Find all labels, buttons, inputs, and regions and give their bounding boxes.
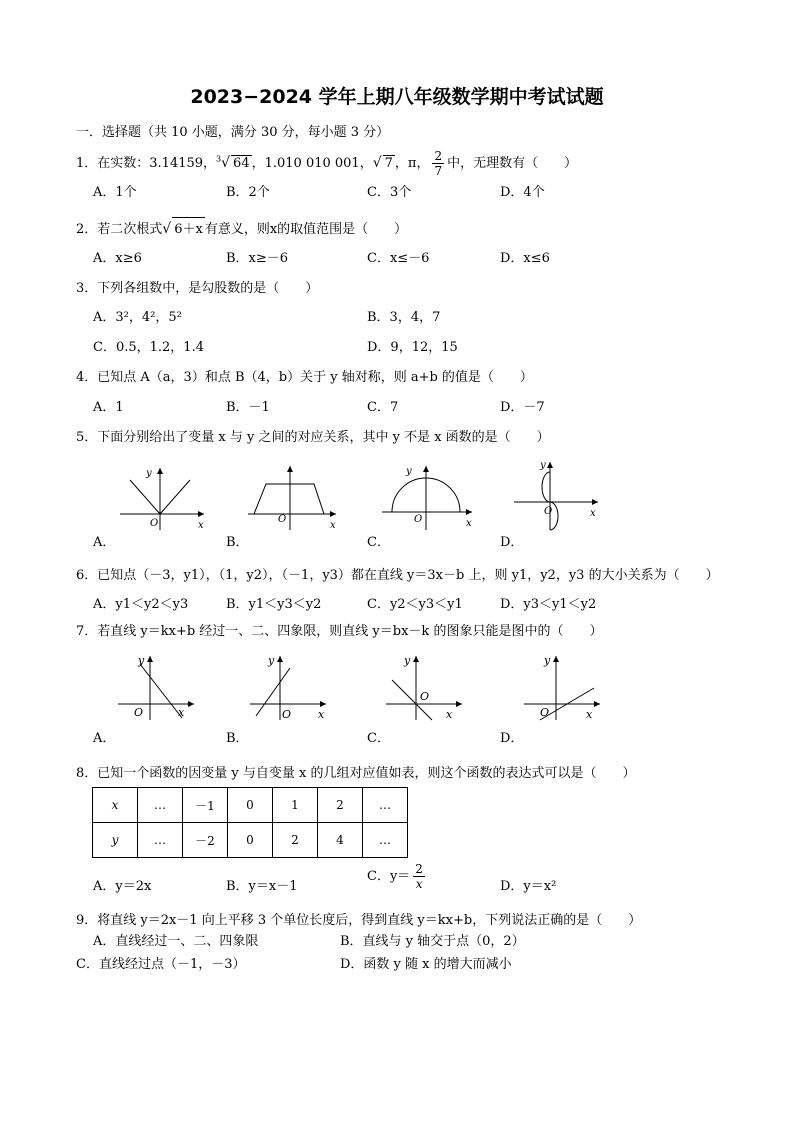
origin-label: O <box>134 706 144 719</box>
axis-y-label: y <box>544 654 551 667</box>
table-cell: 1 <box>273 788 318 823</box>
origin-label: O <box>414 514 423 525</box>
q6-option-c[interactable]: C．y2＜y3＜y1 <box>367 597 463 612</box>
q7-graph-b <box>244 650 334 722</box>
question-9: 9．将直线 y＝2x－1 向上平移 3 个单位长度后，得到直线 y＝kx+b，下列说法正确的是（ ） <box>76 913 642 928</box>
q2-option-c[interactable]: C．x≤－6 <box>367 251 430 266</box>
table-cell: … <box>363 823 408 858</box>
q7-option-c[interactable]: C． <box>367 731 390 746</box>
axis-x-label: x <box>586 708 593 721</box>
q2-option-b[interactable]: B．x≥－6 <box>226 251 289 266</box>
q8-option-b[interactable]: B．y＝x－1 <box>226 879 298 894</box>
question-6: 6．已知点（－3，y1），（1，y2），（－1，y3）都在直线 y＝3x－b 上，则 y1，y2，y3 的大小关系为（ ） <box>76 568 719 583</box>
table-row-y <box>93 823 408 858</box>
q5-graph-a <box>112 462 212 532</box>
table-cell: 2 <box>273 823 318 858</box>
q3-option-a[interactable]: A．3²，4²，5² <box>93 310 182 325</box>
table-cell: 2 <box>318 788 363 823</box>
section-heading: 一．选择题（共 10 小题，满分 30 分，每小题 3 分） <box>76 125 390 140</box>
q1-option-d[interactable]: D．4个 <box>500 185 545 200</box>
q8-option-d[interactable]: D．y＝x² <box>500 879 557 894</box>
question-4: 4．已知点 A（a，3）和点 B（4，b）关于 y 轴对称，则 a+b 的值是（ ） <box>76 370 533 385</box>
table-cell: x <box>93 788 138 823</box>
q4-option-c[interactable]: C．7 <box>367 400 399 415</box>
q5-option-d[interactable]: D． <box>500 535 524 550</box>
q4-option-b[interactable]: B．－1 <box>226 400 270 415</box>
q5-graph-b <box>244 462 344 532</box>
q5-option-b[interactable]: B． <box>226 535 249 550</box>
origin-label: O <box>282 708 292 721</box>
axis-x-label: x <box>466 518 472 529</box>
table-cell: … <box>138 823 183 858</box>
axis-x-label: x <box>446 708 453 721</box>
exam-title: 2023−2024 学年上期八年级数学期中考试试题 <box>190 86 604 108</box>
table-cell: 0 <box>228 823 273 858</box>
value-table <box>92 787 408 858</box>
q8-option-c[interactable]: C．y＝ $\frac{2}{x}$ <box>367 862 423 891</box>
q1-option-c[interactable]: C．3个 <box>367 185 412 200</box>
q3-option-d[interactable]: D．9，12，15 <box>367 340 458 355</box>
q9-option-b[interactable]: B．直线与 y 轴交于点（0，2） <box>340 934 525 949</box>
table-cell: －1 <box>183 788 228 823</box>
axis-y-label: y <box>406 466 412 477</box>
q7-graph-a <box>112 650 202 722</box>
origin-label: O <box>278 514 287 525</box>
q4-option-d[interactable]: D．－7 <box>500 400 545 415</box>
table-cell: y <box>93 823 138 858</box>
question-5: 5．下面分别给出了变量 x 与 y 之间的对应关系，其中 y 不是 x 函数的是（ ） <box>76 430 550 445</box>
table-row-x <box>93 788 408 823</box>
axis-x-label: x <box>590 508 596 519</box>
origin-label: O <box>540 706 550 719</box>
q5-graph-c <box>380 460 480 532</box>
q5-graph-d <box>508 458 608 532</box>
question-7: 7．若直线 y＝kx+b 经过一、二、四象限，则直线 y＝bx－k 的图象只能是图中的（ ） <box>76 624 603 639</box>
question-2: 2．若二次根式√ 6＋x 有意义，则x的取值范围是（ ） <box>76 217 407 237</box>
table-cell: … <box>138 788 183 823</box>
question-1: 1．在实数：3.14159，$^3$√ 64 ，1.010 010 001，√ 7 ，π， $\frac{2}{7}$ 中，无理数有（ ） <box>76 149 578 178</box>
q2-option-d[interactable]: D．x≤6 <box>500 251 550 266</box>
table-cell: 0 <box>228 788 273 823</box>
axis-y-label: y <box>404 654 411 667</box>
axis-y-label: y <box>540 460 546 471</box>
q7-graph-c <box>380 650 470 722</box>
q9-option-d[interactable]: D．函数 y 随 x 的增大而减小 <box>340 957 512 972</box>
axis-x-label: x <box>198 520 204 531</box>
question-3: 3．下列各组数中，是勾股数的是（ ） <box>76 281 319 296</box>
q7-option-d[interactable]: D． <box>500 731 524 746</box>
q3-option-c[interactable]: C．0.5，1.2，1.4 <box>93 340 204 355</box>
q7-option-a[interactable]: A． <box>93 731 116 746</box>
question-8: 8．已知一个函数的因变量 y 与自变量 x 的几组对应值如表，则这个函数的表达式可以是（ ） <box>76 766 636 781</box>
q9-option-a[interactable]: A．直线经过一、二、四象限 <box>93 934 259 949</box>
axis-y-label: y <box>146 468 152 479</box>
q1-option-b[interactable]: B．2个 <box>226 185 270 200</box>
origin-label: O <box>544 506 553 517</box>
axis-x-label: x <box>318 708 325 721</box>
q4-option-a[interactable]: A．1 <box>93 400 124 415</box>
q9-option-c[interactable]: C．直线经过点（－1，－3） <box>76 957 246 972</box>
axis-x-label: x <box>330 520 336 531</box>
q3-option-b[interactable]: B．3，4，7 <box>367 310 441 325</box>
q7-graph-d <box>518 650 608 722</box>
q8-option-a[interactable]: A．y＝2x <box>93 879 152 894</box>
q6-option-a[interactable]: A．y1＜y2＜y3 <box>93 597 189 612</box>
q2-option-a[interactable]: A．x≥6 <box>93 251 142 266</box>
q7-option-b[interactable]: B． <box>226 731 249 746</box>
axis-y-label: y <box>138 654 145 667</box>
table-cell: 4 <box>318 823 363 858</box>
q5-option-c[interactable]: C． <box>367 535 390 550</box>
q6-option-b[interactable]: B．y1＜y3＜y2 <box>226 597 322 612</box>
origin-label: O <box>420 690 430 703</box>
q6-option-d[interactable]: D．y3＜y1＜y2 <box>500 597 597 612</box>
q5-option-a[interactable]: A． <box>93 535 116 550</box>
q1-option-a[interactable]: A．1个 <box>93 185 137 200</box>
origin-label: O <box>150 518 159 529</box>
table-cell: … <box>363 788 408 823</box>
table-cell: －2 <box>183 823 228 858</box>
axis-x-label: x <box>178 706 185 719</box>
axis-y-label: y <box>268 654 275 667</box>
